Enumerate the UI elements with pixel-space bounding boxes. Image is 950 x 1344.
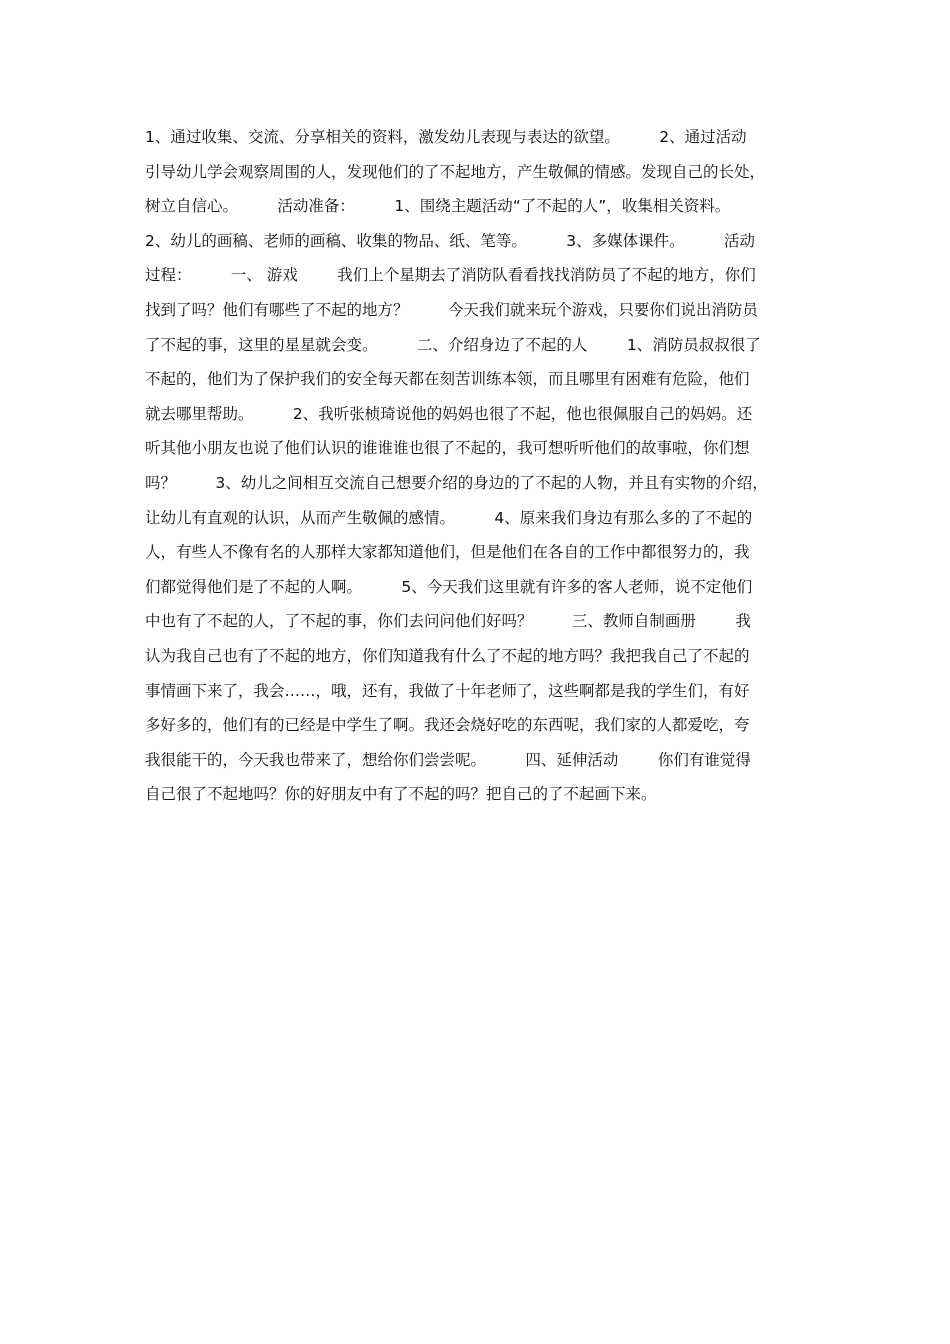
text-line: 多好多的，他们有的已经是中学生了啊。我还会烧好吃的东西呢，我们家的人都爱吃，夸	[145, 716, 750, 735]
text-line: 听其他小朋友也说了他们认识的谁谁谁也很了不起的，我可想听听他们的故事啦，你们想	[145, 439, 750, 458]
text-line: 找到了吗？他们有哪些了不起的地方？ 今天我们就来玩个游戏，只要你们说出消防员	[145, 300, 758, 319]
text-line: 不起的，他们为了保护我们的安全每天都在刻苦训练本领，而且哪里有困难有危险，他们	[145, 370, 750, 389]
text-line: 事情画下来了，我会……，哦，还有，我做了十年老师了，这些啊都是我的学生们，有好	[145, 681, 750, 700]
text-line: 过程： 一、 游戏 我们上个星期去了消防队看看找找消防员了不起的地方，你们	[145, 266, 756, 285]
body-text	[145, 120, 810, 812]
text-line: 中也有了不起的人，了不起的事，你们去问问他们好吗？ 三、教师自制画册 我	[145, 612, 751, 631]
text-line: 我很能干的，今天我也带来了，想给你们尝尝呢。 四、延伸活动 你们有谁觉得	[145, 750, 751, 769]
text-line: 认为我自己也有了不起的地方，你们知道我有什么了不起的地方吗？我把我自己了不起的	[145, 646, 750, 665]
text-line: 了不起的事，这里的星星就会变。 二、介绍身边了不起的人 1、消防员叔叔很了	[145, 335, 761, 354]
text-line: 人，有些人不像有名的人那样大家都知道他们，但是他们在各自的工作中都很努力的，我	[145, 543, 750, 562]
text-line: 2、幼儿的画稿、老师的画稿、收集的物品、纸、笔等。 3、多媒体课件。 活动	[145, 231, 756, 250]
text-line: 引导幼儿学会观察周围的人，发现他们的了不起地方，产生敬佩的情感。发现自己的长处，	[145, 162, 766, 181]
text-line: 自己很了不起地吗？你的好朋友中有了不起的吗？把自己的了不起画下来。	[145, 785, 657, 804]
text-line: 们都觉得他们是了不起的人啊。 5、今天我们这里就有许多的客人老师，说不定他们	[145, 577, 753, 596]
text-line: 就去哪里帮助。 2、我听张桢琦说他的妈妈也很了不起，他也很佩服自己的妈妈。还	[145, 404, 753, 423]
text-line: 树立自信心。 活动准备： 1、围绕主题活动“了不起的人”，收集相关资料。	[145, 197, 731, 216]
text-line: 让幼儿有直观的认识，从而产生敬佩的感情。 4、原来我们身边有那么多的了不起的	[145, 508, 753, 527]
text-line: 吗？ 3、幼儿之间相互交流自己想要介绍的身边的了不起的人物，并且有实物的介绍，	[145, 473, 768, 492]
text-line: 1、通过收集、交流、分享相关的资料，激发幼儿表现与表达的欲望。 2、通过活动	[145, 128, 747, 146]
